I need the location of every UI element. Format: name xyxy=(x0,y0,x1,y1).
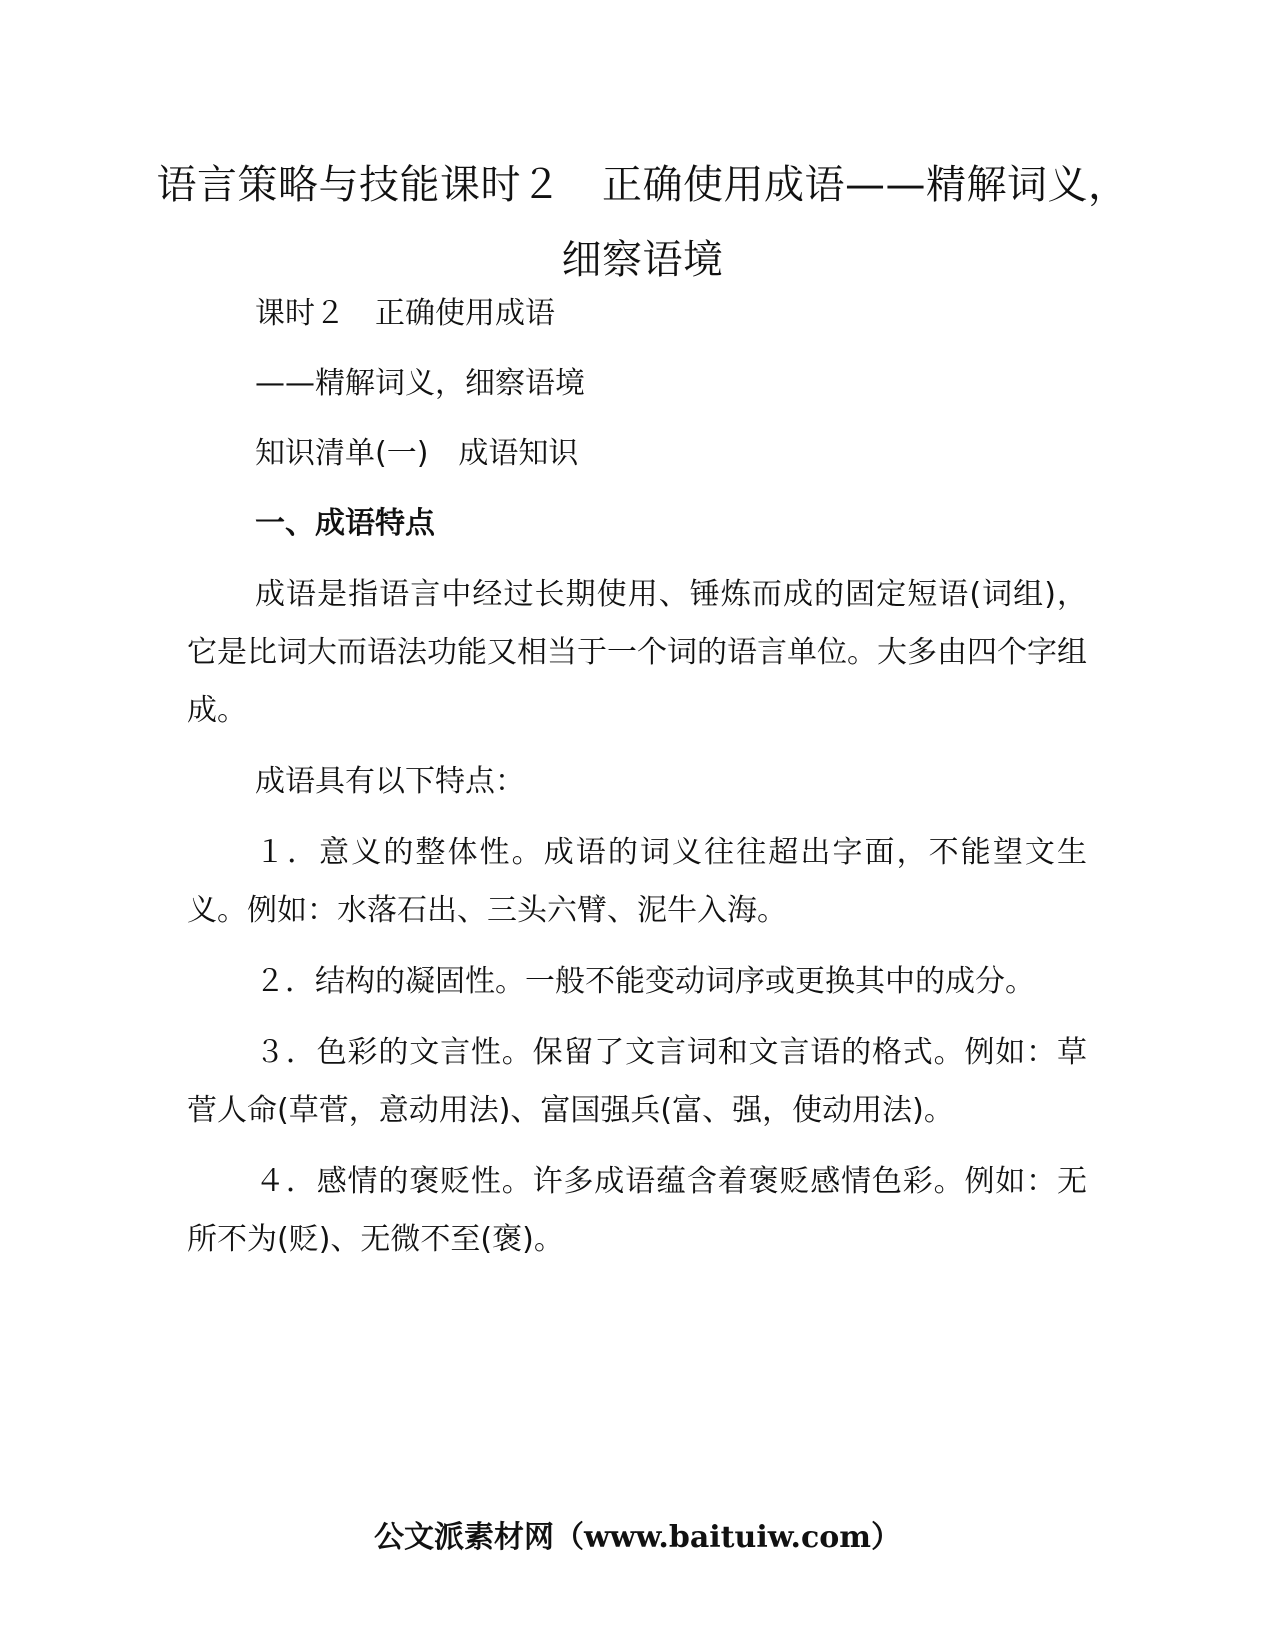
body-paragraph: 成语具有以下特点： xyxy=(255,764,525,799)
list-item: ３．色彩的文言性。保留了文言词和文言语的格式。例如：草菅人命(草菅，意动用法)、富国强兵(富、强，使动用法)。 xyxy=(187,1035,1087,1128)
list-item: ４．感情的褒贬性。许多成语蕴含着褒贬感情色彩。例如：无所不为(贬)、无微不至(褒)。 xyxy=(187,1164,1087,1257)
document-title: 语言策略与技能课时２ 正确使用成语——精解词义，细察语境 xyxy=(156,162,1129,283)
list-item: １．意义的整体性。成语的词义往往超出字面，不能望文生义。例如：水落石出、三头六臂、泥牛入海。 xyxy=(187,835,1087,928)
lesson-subheading: ——精解词义，细察语境 xyxy=(255,366,585,401)
lesson-heading: 课时２ 正确使用成语 xyxy=(255,296,555,331)
body-paragraph: 成语是指语言中经过长期使用、锤炼而成的固定短语(词组)，它是比词大而语法功能又相当于一个词的语言单位。大多由四个字组成。 xyxy=(187,577,1087,728)
page-footer: 公文派素材网（www.baituiw.com） xyxy=(373,1520,902,1555)
list-item: ２．结构的凝固性。一般不能变动词序或更换其中的成分。 xyxy=(255,964,1035,999)
section-heading: 一、成语特点 xyxy=(255,506,435,541)
document-body xyxy=(187,285,1087,1282)
knowledge-list-heading: 知识清单(一) 成语知识 xyxy=(255,436,579,471)
